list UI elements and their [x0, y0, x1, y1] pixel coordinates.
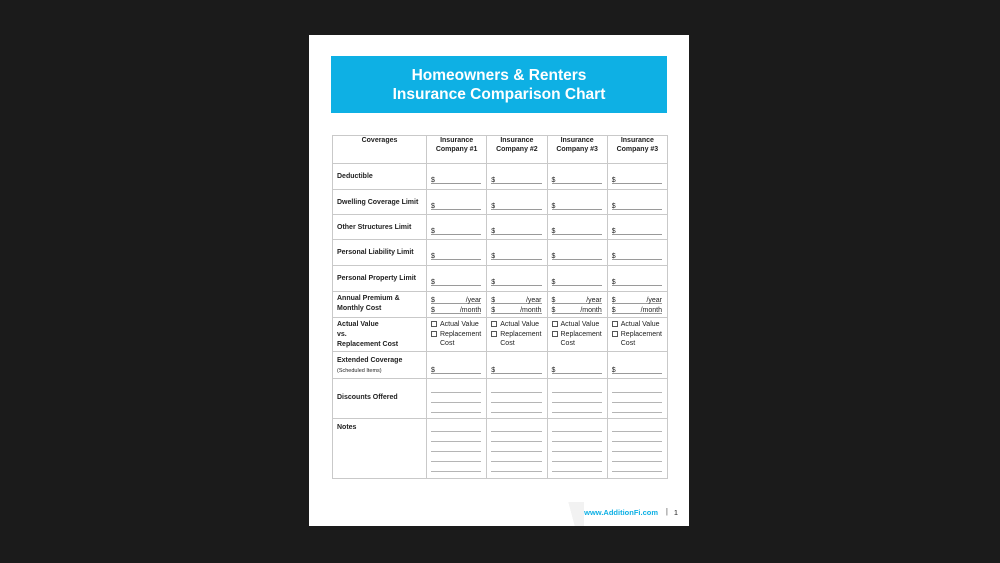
blank-line: [491, 441, 541, 442]
blank-line: [612, 471, 662, 472]
cell-actual-3: [547, 318, 607, 352]
blank-line: [491, 451, 541, 452]
row-label-extended: [333, 352, 427, 379]
row-label-extended-title: Extended Coverage: [337, 357, 403, 364]
row-label-personal-property: Personal Property Limit: [333, 266, 427, 292]
currency-symbol: $: [611, 253, 616, 260]
cell-notes-3[interactable]: [547, 419, 607, 479]
cell-actual-1: [427, 318, 487, 352]
header-coverages: Coverages: [333, 136, 427, 164]
currency-symbol: $: [611, 228, 616, 235]
table-row: [333, 318, 668, 352]
amount-field[interactable]: [431, 174, 481, 184]
cell-premium-2: [487, 292, 547, 318]
table-row: [333, 292, 668, 318]
year-unit: /year: [586, 297, 602, 304]
cell-deductible-1: [427, 164, 487, 190]
blank-line: [612, 392, 662, 393]
blank-line: [491, 431, 541, 432]
header-company-1-line-1: Insurance: [440, 137, 474, 144]
blank-line: [491, 392, 541, 393]
amount-field[interactable]: [612, 276, 662, 286]
checkbox-icon: [431, 321, 437, 327]
amount-field[interactable]: [612, 225, 662, 235]
currency-symbol: $: [431, 297, 435, 304]
blank-line: [612, 461, 662, 462]
replacement-label-line-2: Cost: [440, 340, 455, 347]
header-company-1: [427, 136, 487, 164]
annual-premium-field[interactable]: [552, 294, 602, 304]
actual-value-label: Actual Value: [560, 321, 600, 328]
row-label-discounts: Discounts Offered: [333, 379, 427, 419]
cell-other-structures-4: [607, 215, 667, 240]
currency-symbol: $: [431, 367, 435, 374]
footer-separator: |: [665, 507, 668, 516]
row-label-actual-vs-replacement: [333, 318, 427, 352]
header-company-3: [547, 136, 607, 164]
amount-field[interactable]: [431, 250, 481, 260]
blank-line: [552, 431, 602, 432]
currency-symbol: $: [611, 297, 616, 304]
month-unit: /month: [520, 307, 542, 314]
title-line-1: Homeowners & Renters: [411, 67, 587, 84]
cell-personal-liability-3: [547, 240, 607, 266]
table-row: [333, 164, 668, 190]
cell-dwelling-3: [547, 190, 607, 215]
blank-line: [552, 441, 602, 442]
cell-discounts-1[interactable]: [427, 379, 487, 419]
currency-symbol: $: [491, 297, 496, 304]
cell-deductible-3: [547, 164, 607, 190]
header-company-4: [607, 136, 667, 164]
currency-symbol: $: [551, 367, 556, 374]
currency-symbol: $: [491, 307, 496, 314]
actual-value-label: Actual Value: [500, 321, 540, 328]
currency-symbol: $: [551, 307, 556, 314]
amount-field[interactable]: [491, 276, 541, 286]
checkbox-icon: [491, 331, 497, 337]
amount-field[interactable]: [491, 364, 541, 374]
currency-symbol: $: [551, 177, 556, 184]
blank-line: [552, 451, 602, 452]
replacement-label-line-1: Replacement: [560, 330, 602, 338]
cell-extended-1: [427, 352, 487, 379]
cell-discounts-2[interactable]: [487, 379, 547, 419]
replacement-label-line-1: Replacement: [620, 330, 662, 338]
cell-premium-1: [427, 292, 487, 318]
cell-extended-3: [547, 352, 607, 379]
replacement-cost-checkbox[interactable]: [431, 330, 482, 349]
cell-personal-liability-4: [607, 240, 667, 266]
cell-actual-2: [487, 318, 547, 352]
row-label-extended-sub: (Scheduled Items): [337, 368, 382, 374]
blank-line: [431, 471, 481, 472]
blank-line: [491, 402, 541, 403]
blank-line: [612, 402, 662, 403]
amount-field[interactable]: [552, 225, 602, 235]
table-row: [333, 419, 668, 479]
blank-line: [552, 402, 602, 403]
amount-field[interactable]: [431, 225, 481, 235]
actual-value-checkbox[interactable]: [552, 320, 603, 330]
cell-discounts-3[interactable]: [547, 379, 607, 419]
month-unit: /month: [459, 307, 482, 314]
cell-personal-property-4: [607, 266, 667, 292]
currency-symbol: $: [431, 177, 435, 184]
currency-symbol: $: [431, 253, 435, 260]
month-unit: /month: [580, 307, 602, 314]
blank-line: [431, 451, 481, 452]
blank-line: [431, 431, 481, 432]
amount-field[interactable]: [431, 276, 481, 286]
header-company-4-line-1: Insurance: [620, 137, 654, 144]
replacement-cost-checkbox[interactable]: [612, 330, 663, 349]
currency-symbol: $: [491, 279, 496, 286]
currency-symbol: $: [491, 253, 496, 260]
table-row: [333, 190, 668, 215]
currency-symbol: $: [491, 203, 496, 210]
row-label-premium: [333, 292, 427, 318]
cell-extended-4: [607, 352, 667, 379]
monthly-cost-field[interactable]: [491, 304, 541, 314]
table-row: [333, 379, 668, 419]
cell-other-structures-3: [547, 215, 607, 240]
cell-dwelling-4: [607, 190, 667, 215]
blank-line: [612, 412, 662, 413]
actual-value-label: Actual Value: [620, 321, 660, 328]
cell-deductible-2: [487, 164, 547, 190]
row-label-deductible: Deductible: [333, 164, 427, 190]
amount-field[interactable]: [612, 364, 662, 374]
amount-field[interactable]: [431, 364, 481, 374]
annual-premium-field[interactable]: [491, 294, 541, 304]
document-page: [309, 35, 689, 526]
blank-line: [431, 412, 481, 413]
replacement-label-line-2: Cost: [500, 340, 515, 347]
checkbox-icon: [552, 321, 558, 327]
title-line-2: Insurance Comparison Chart: [392, 86, 606, 103]
actual-value-label: Actual Value: [440, 321, 479, 328]
actual-value-checkbox[interactable]: [491, 320, 542, 330]
cell-deductible-4: [607, 164, 667, 190]
blank-line: [431, 461, 481, 462]
checkbox-icon: [491, 321, 497, 327]
cell-premium-3: [547, 292, 607, 318]
table-row: [333, 240, 668, 266]
cell-discounts-4[interactable]: [607, 379, 667, 419]
annual-premium-field[interactable]: [431, 294, 481, 304]
amount-field[interactable]: [491, 250, 541, 260]
cell-other-structures-2: [487, 215, 547, 240]
header-company-2-line-1: Insurance: [500, 137, 534, 144]
cell-personal-property-2: [487, 266, 547, 292]
currency-symbol: $: [491, 228, 496, 235]
footer-tab-shadow: [564, 502, 584, 526]
cell-premium-4: [607, 292, 667, 318]
cell-actual-4: [607, 318, 667, 352]
replacement-label-line-1: Replacement: [440, 330, 482, 338]
header-company-2: [487, 136, 547, 164]
blank-line: [491, 461, 541, 462]
currency-symbol: $: [431, 203, 435, 210]
currency-symbol: $: [431, 279, 435, 286]
row-label-actual-line-3: Replacement Cost: [337, 341, 399, 348]
currency-symbol: $: [551, 279, 556, 286]
comparison-table: [332, 135, 668, 479]
cell-personal-liability-2: [487, 240, 547, 266]
row-label-premium-line-1: Annual Premium &: [337, 295, 400, 302]
header-company-3-line-2: Company #3: [556, 146, 598, 153]
replacement-label-line-2: Cost: [620, 340, 636, 347]
monthly-cost-field[interactable]: [431, 304, 481, 314]
currency-symbol: $: [551, 253, 556, 260]
currency-symbol: $: [611, 203, 616, 210]
monthly-cost-field[interactable]: [552, 304, 602, 314]
table-row: [333, 266, 668, 292]
row-label-premium-line-2: Monthly Cost: [337, 305, 382, 312]
currency-symbol: $: [611, 367, 616, 374]
blank-line: [431, 392, 481, 393]
currency-symbol: $: [491, 367, 496, 374]
blank-line: [431, 441, 481, 442]
blank-line: [552, 471, 602, 472]
cell-other-structures-1: [427, 215, 487, 240]
cell-personal-liability-1: [427, 240, 487, 266]
row-label-actual-line-2: vs.: [337, 331, 347, 338]
actual-value-checkbox[interactable]: [612, 320, 663, 330]
month-unit: /month: [640, 307, 662, 314]
footer-website-link[interactable]: www.AdditionFi.com: [584, 508, 658, 517]
title-banner: [331, 56, 667, 113]
year-unit: /year: [525, 297, 542, 304]
amount-field[interactable]: [491, 200, 541, 210]
amount-field[interactable]: [612, 250, 662, 260]
replacement-cost-checkbox[interactable]: [491, 330, 542, 349]
amount-field[interactable]: [491, 225, 541, 235]
currency-symbol: $: [611, 307, 616, 314]
cell-notes-4[interactable]: [607, 419, 667, 479]
year-unit: /year: [646, 297, 662, 304]
monthly-cost-field[interactable]: [612, 304, 662, 314]
cell-extended-2: [487, 352, 547, 379]
currency-symbol: $: [551, 228, 556, 235]
cell-personal-property-1: [427, 266, 487, 292]
amount-field[interactable]: [612, 200, 662, 210]
checkbox-icon: [612, 321, 618, 327]
row-label-personal-liability: Personal Liability Limit: [333, 240, 427, 266]
checkbox-icon: [612, 331, 618, 337]
actual-value-checkbox[interactable]: [431, 320, 482, 330]
blank-line: [552, 412, 602, 413]
amount-field[interactable]: [612, 174, 662, 184]
currency-symbol: $: [551, 297, 556, 304]
table-row: [333, 215, 668, 240]
currency-symbol: $: [431, 228, 435, 235]
currency-symbol: $: [611, 279, 616, 286]
amount-field[interactable]: [491, 174, 541, 184]
checkbox-icon: [552, 331, 558, 337]
blank-line: [491, 471, 541, 472]
currency-symbol: $: [611, 177, 616, 184]
amount-field[interactable]: [431, 200, 481, 210]
amount-field[interactable]: [552, 200, 602, 210]
checkbox-icon: [431, 331, 437, 337]
blank-line: [612, 451, 662, 452]
blank-line: [612, 441, 662, 442]
currency-symbol: $: [491, 177, 496, 184]
replacement-label-line-2: Cost: [560, 340, 575, 347]
row-label-other-structures: Other Structures Limit: [333, 215, 427, 240]
blank-line: [552, 392, 602, 393]
blank-line: [552, 461, 602, 462]
replacement-label-line-1: Replacement: [500, 330, 542, 338]
amount-field[interactable]: [552, 364, 602, 374]
cell-notes-1[interactable]: [427, 419, 487, 479]
replacement-cost-checkbox[interactable]: [552, 330, 603, 349]
table-row: [333, 352, 668, 379]
row-label-notes: Notes: [333, 419, 427, 479]
header-company-3-line-1: Insurance: [560, 137, 594, 144]
header-company-2-line-2: Company #2: [496, 146, 538, 153]
row-label-actual-line-1: Actual Value: [337, 321, 379, 328]
cell-personal-property-3: [547, 266, 607, 292]
currency-symbol: $: [431, 307, 435, 314]
cell-dwelling-1: [427, 190, 487, 215]
blank-line: [491, 412, 541, 413]
blank-line: [612, 431, 662, 432]
page-number: 1: [673, 508, 678, 517]
amount-field[interactable]: [552, 250, 602, 260]
header-company-4-line-2: Company #3: [616, 146, 659, 153]
table-header-row: [333, 136, 668, 164]
header-company-1-line-2: Company #1: [435, 146, 478, 153]
cell-dwelling-2: [487, 190, 547, 215]
annual-premium-field[interactable]: [612, 294, 662, 304]
year-unit: /year: [465, 297, 482, 304]
row-label-dwelling: Dwelling Coverage Limit: [333, 190, 427, 215]
amount-field[interactable]: [552, 174, 602, 184]
blank-line: [431, 402, 481, 403]
currency-symbol: $: [551, 203, 556, 210]
cell-notes-2[interactable]: [487, 419, 547, 479]
amount-field[interactable]: [552, 276, 602, 286]
